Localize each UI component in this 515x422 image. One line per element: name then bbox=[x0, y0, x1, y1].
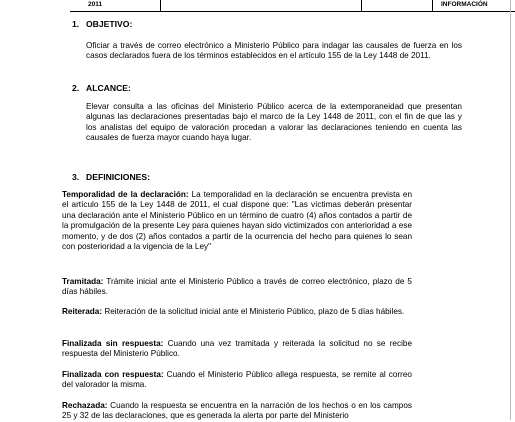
section-number: 3. bbox=[72, 172, 80, 182]
section-number: 2. bbox=[72, 83, 80, 93]
section-paragraph: Elevar consulta a las oficinas del Ministerio Público acerca de la extemporaneidad que presentan algunas las declaraciones presentadas bajo el marco de la Ley 1448 de 2011, con el fin de que las y los analistas del equipo de valoración procedan a valorar las declaraciones teniendo en cuenta las causales de fuerza mayor cuando haya lugar. bbox=[86, 102, 462, 143]
section-number: 1. bbox=[72, 19, 80, 29]
header-cell-info bbox=[433, 0, 515, 11]
header-table bbox=[70, 0, 515, 12]
definition-text: Cuando una vez tramitada y reiterada la solicitud no se recibe respuesta del Ministerio Público. bbox=[62, 339, 412, 359]
section-title: OBJETIVO: bbox=[86, 19, 133, 29]
definition-term: Temporalidad de la declaración: bbox=[62, 190, 189, 199]
definition-finalizada-sin-respuesta bbox=[62, 339, 412, 360]
definition-term: Rechazada: bbox=[62, 401, 108, 410]
section-title: ALCANCE: bbox=[86, 83, 131, 93]
definition-text: Cuando el Ministerio Público allega respuesta, se remite al correo del valorador la misma. bbox=[62, 370, 412, 390]
definition-reiterada bbox=[62, 307, 412, 317]
definition-term: Tramitada: bbox=[62, 277, 104, 286]
definition-text: Trámite inicial ante el Ministerio Público a través de correo electrónico, plazo de 5 días hábiles. bbox=[62, 277, 412, 297]
page-right-border bbox=[510, 0, 511, 420]
definition-tramitada bbox=[62, 277, 412, 298]
definition-finalizada-con-respuesta bbox=[62, 370, 412, 391]
header-cell-empty-2 bbox=[362, 0, 433, 11]
header-year: 2011 bbox=[88, 1, 103, 8]
definition-term: Finalizada con respuesta: bbox=[62, 370, 164, 379]
definition-term: Reiterada: bbox=[62, 307, 103, 316]
definition-text: Cuando la respuesta se encuentra en la narración de los hechos o en los campos 25 y 32 de las declaraciones, que es generada la alerta por parte del Ministerio bbox=[62, 401, 412, 421]
header-cell-empty-1 bbox=[161, 0, 362, 11]
definition-text: La temporalidad en la declaración se encuentra prevista en el artículo 155 de la Ley 1448 de 2011, el cual dispone que: "Las víctimas deberán presentar una declaración ante el Ministerio Público en un término de cuatro (4) años contados a partir de la promulgación de la presente Ley para quienes hayan sido victimizados con anterioridad a ese momento, y de dos (2) años contados a partir de la ocurrencia del hecho para quienes lo sean con posterioridad a la vigencia de la Ley" bbox=[62, 190, 412, 252]
header-cell-year bbox=[70, 0, 161, 11]
definition-term: Finalizada sin respuesta: bbox=[62, 339, 164, 348]
section-paragraph: Oficiar a través de correo electrónico a Ministerio Público para indagar las causales de fuerza en los casos declarados fuera de los términos establecidos en el artículo 155 de la Ley 1448 de 2011. bbox=[86, 41, 462, 61]
definition-text: Reiteración de la solicitud inicial ante el Ministerio Público, plazo de 5 días hábiles. bbox=[102, 307, 405, 316]
definition-temporalidad bbox=[62, 190, 412, 252]
section-title: DEFINICIONES: bbox=[86, 172, 150, 182]
header-info-label: INFORMACIÓN bbox=[441, 1, 488, 8]
definition-rechazada bbox=[62, 401, 412, 422]
